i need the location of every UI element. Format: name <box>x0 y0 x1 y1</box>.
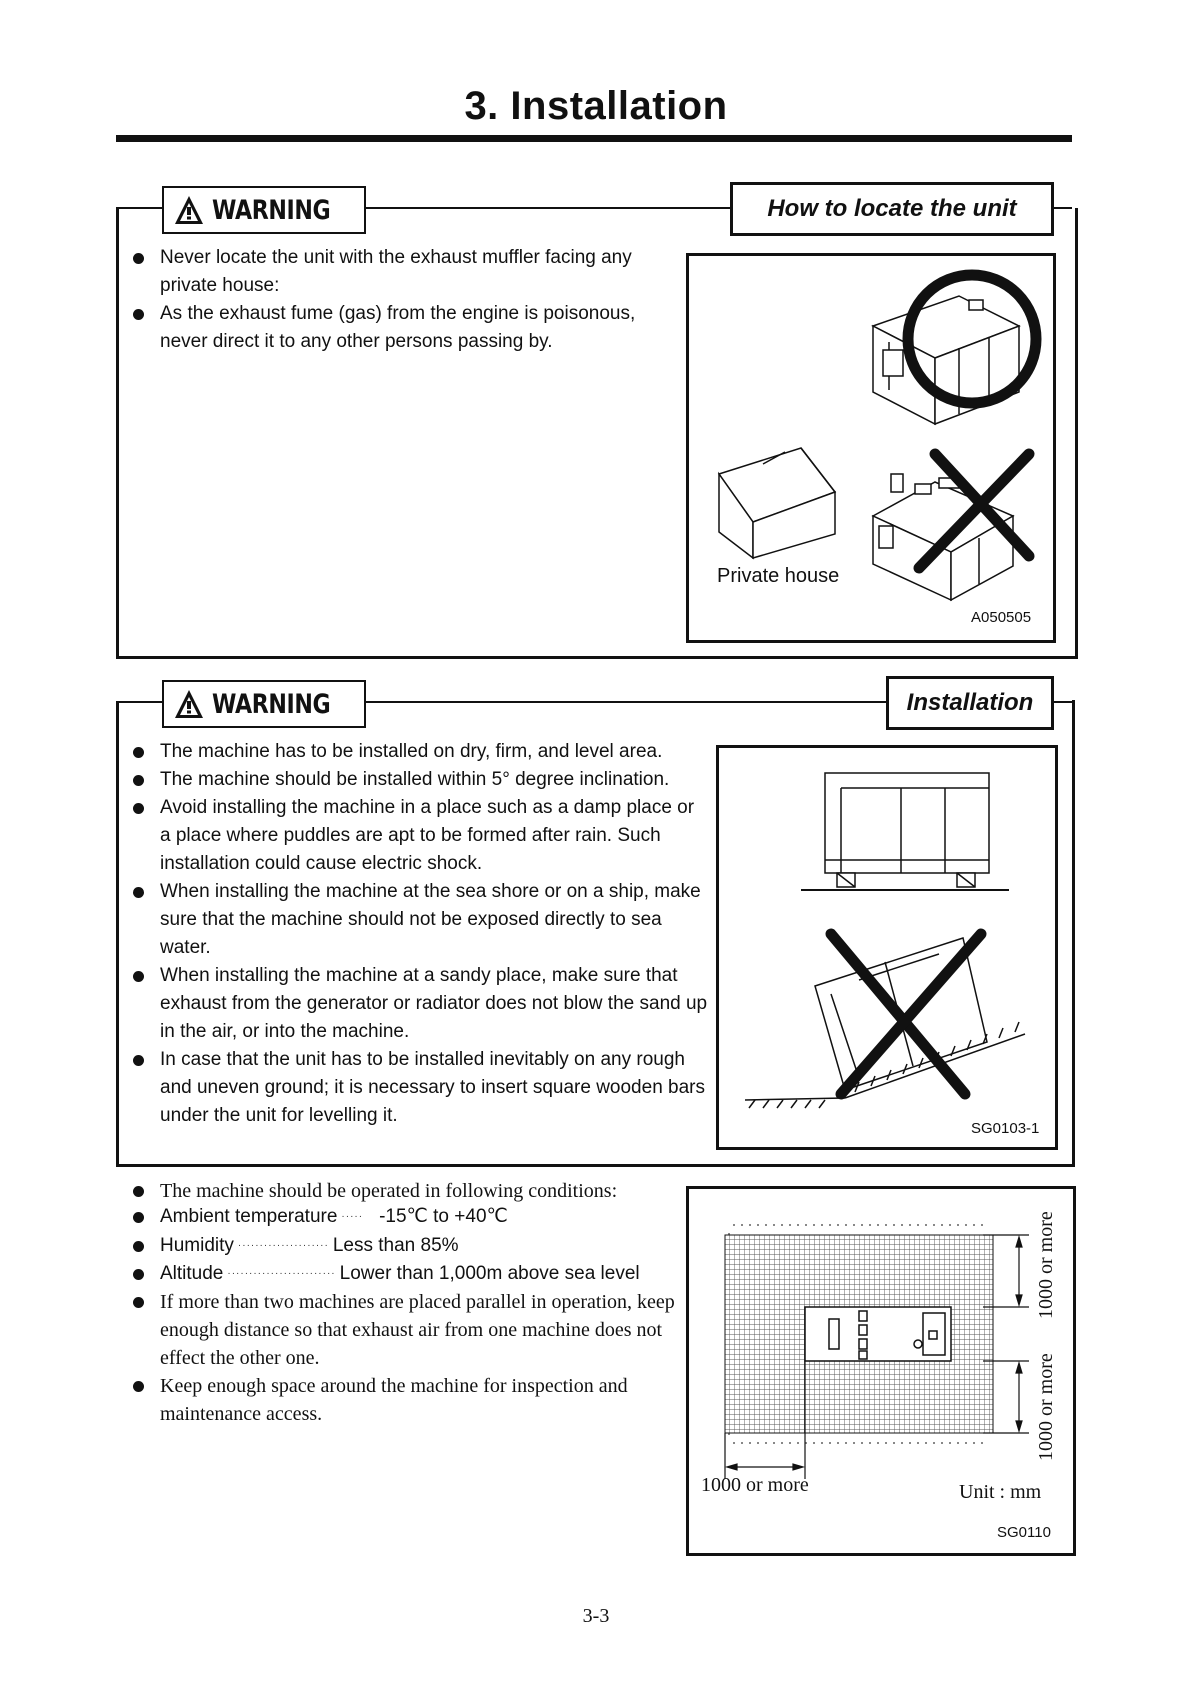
figure-code: SG0103-1 <box>971 1120 1040 1137</box>
figure-code: SG0110 <box>997 1524 1051 1541</box>
page-number: 3-3 <box>582 1605 610 1627</box>
clearance-figure <box>686 1186 1076 1556</box>
list-item: Avoid installing the machine in a place such as a damp place or a place where puddles are apt to be formed after rain. Such installation could cause electric shock. <box>116 794 708 878</box>
condition-altitude: Altitude ························· Lower than 1,000m above sea level <box>116 1260 676 1288</box>
warning-badge-1 <box>162 186 366 234</box>
tilted-machine-drawing <box>745 938 1025 1108</box>
figure-code: A050505 <box>971 609 1032 626</box>
list-item: When installing the machine at a sandy place, make sure that exhaust from the generator or radiator does not blow the sand up in the air, or into the machine. <box>116 962 708 1046</box>
dim-side-label: 1000 or more <box>701 1474 809 1496</box>
title-rule <box>116 135 1072 142</box>
machine-top-view <box>805 1307 951 1361</box>
warning-label: WARNING <box>212 688 331 720</box>
conditions-list <box>116 1203 676 1288</box>
installation-warning-list <box>116 738 708 1130</box>
page-title: 3. Installation <box>464 84 728 128</box>
section-tag-locate: How to locate the unit <box>730 182 1054 236</box>
list-item: As the exhaust fume (gas) from the engine is poisonous, never direct it to any other persons passing by. <box>116 300 656 356</box>
condition-humidity: Humidity ····················· Less than 85% <box>116 1232 676 1260</box>
warning-triangle-icon <box>174 689 204 719</box>
section-tag-installation: Installation <box>886 676 1054 730</box>
condition-temperature: Ambient temperature ····· -15℃ to +40℃ <box>116 1203 676 1231</box>
level-machine-drawing <box>801 773 1009 890</box>
warning-label: WARNING <box>212 194 331 226</box>
dim-bottom-label: 1000 or more <box>1035 1353 1057 1461</box>
locate-warning-list <box>116 244 656 356</box>
installation-illustration <box>719 748 1055 1147</box>
generator-ok-drawing <box>873 296 1019 424</box>
list-item: In case that the unit has to be installed inevitably on any rough and uneven ground; it is necessary to insert square wooden bars under the unit for levelling it. <box>116 1046 708 1130</box>
list-item: The machine should be installed within 5° degree inclination. <box>116 766 708 794</box>
spacing-notes-list <box>116 1288 676 1428</box>
house-drawing <box>719 448 835 558</box>
warning-badge-2 <box>162 680 366 728</box>
warning-triangle-icon <box>174 195 204 225</box>
list-item: The machine has to be installed on dry, firm, and level area. <box>116 738 708 766</box>
operating-conditions-list <box>116 1177 676 1205</box>
section2-right-border <box>1072 700 1075 1167</box>
list-item: If more than two machines are placed parallel in operation, keep enough distance so that exhaust air from one machine does not effect the other one. <box>116 1288 676 1372</box>
unit-label: Unit : mm <box>959 1481 1042 1503</box>
list-item: Never locate the unit with the exhaust muffler facing any private house: <box>116 244 656 300</box>
list-item: When installing the machine at the sea shore or on a ship, make sure that the machine should not be exposed directly to sea water. <box>116 878 708 962</box>
installation-figure <box>716 745 1058 1150</box>
list-item: The machine should be operated in following conditions: <box>116 1177 676 1205</box>
dim-top-label: 1000 or more <box>1035 1211 1057 1319</box>
private-house-label: Private house <box>717 565 840 587</box>
list-item: Keep enough space around the machine for inspection and maintenance access. <box>116 1372 676 1428</box>
locate-figure <box>686 253 1056 643</box>
